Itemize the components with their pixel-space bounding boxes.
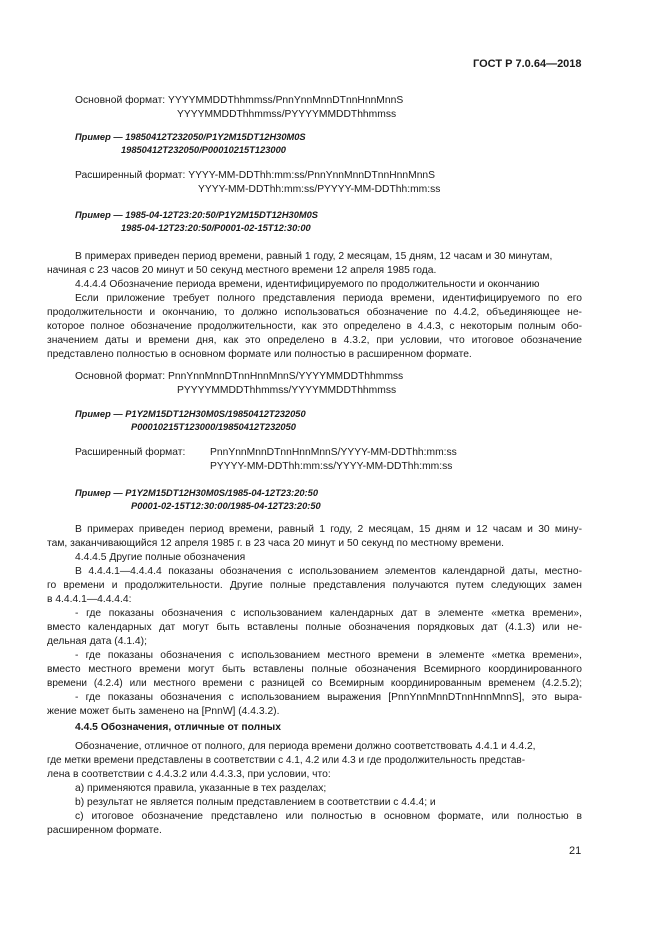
- example-3-line-2: P00010215T123000/19850412T232050: [131, 422, 296, 432]
- paragraph-1-line-1: В примерах приведен период времени, равный 1 году, 2 месяцам, 15 дням, 12 часам и 30 минутам,: [75, 251, 553, 262]
- condition-c-line-2: расширенном формате.: [47, 825, 162, 836]
- extended-format-2-line-2: PYYYY-MM-DDThh:mm:ss/YYYY-MM-DDThh:mm:ss: [210, 461, 453, 472]
- bullet-1-line-2: вместо календарных дат могут быть вставлены полные обозначения порядковых дат (4.1.3) или не-: [47, 622, 582, 633]
- section-4444-line-4: значением даты и времени дня, как это определено в 4.3.2, при условии, что итоговое обозначение: [47, 335, 582, 346]
- basic-format-2-line-2: PYYYYMMDDThhmmss/YYYYMMDDThhmmss: [177, 385, 397, 396]
- paragraph-1-line-2: начиная с 23 часов 20 минут и 50 секунд местного времени 12 апреля 1985 года.: [47, 265, 437, 276]
- basic-format-2-line-1: Основной формат: PnnYnnMnnDTnnHnnMnnS/YYYYMMDDThhmmss: [75, 371, 404, 382]
- bullet-2-line-1: - где показаны обозначения с использованием местного времени в элементе «метка времени»,: [75, 650, 582, 661]
- section-445-line-3: лена в соответствии с 4.4.3.2 или 4.4.3.3, при условии, что:: [47, 769, 331, 780]
- extended-format-line-2: YYYY-MM-DDThh:mm:ss/PYYYY-MM-DDThh:mm:ss: [198, 184, 441, 195]
- example-1-line-2: 19850412T232050/P00010215T123000: [121, 145, 286, 155]
- bullet-2-line-3: времени (4.2.4) или местного времени с разницей со Всемирным координированным временем (4.2.5.2);: [47, 678, 582, 689]
- standard-code-header: ГОСТ Р 7.0.64—2018: [473, 58, 582, 70]
- section-4445-line-1: В 4.4.4.1—4.4.4.4 показаны обозначения с использованием элементов календарной даты, местно-: [75, 566, 582, 577]
- extended-format-2-line-1: PnnYnnMnnDTnnHnnMnnS/YYYY-MM-DDThh:mm:ss: [210, 447, 457, 458]
- section-4444-line-1: Если приложение требует полного представления периода времени, идентифицируемого по его: [75, 293, 582, 304]
- example-2-line-2: 1985-04-12T23:20:50/P0001-02-15T12:30:00: [121, 223, 311, 233]
- section-4444-line-3: которое полное обозначение продолжительности, как это определено в 4.4.3, с некоторым полным обо-: [47, 321, 582, 332]
- paragraph-2-line-1: В примерах приведен период времени, равный 1 году, 2 месяцам, 15 дням и 12 часам и 30 мину-: [75, 524, 582, 535]
- example-1-line-1: Пример — 19850412T232050/P1Y2M15DT12H30M0S: [75, 132, 306, 142]
- bullet-2-line-2: вместо местного времени могут быть вставлены полные обозначения Всемирного координированного: [47, 664, 582, 675]
- section-4445-title: 4.4.4.5 Другие полные обозначения: [75, 552, 246, 563]
- section-4444-line-2: продолжительности и окончанию, то должно использоваться обозначение по 4.4.2, объединяющее не-: [47, 307, 582, 318]
- bullet-1-line-1: - где показаны обозначения с использованием календарных дат в элементе «метка времени»,: [75, 608, 582, 619]
- paragraph-2-line-2: там, заканчивающийся 12 апреля 1985 г. в 23 часа 20 минут и 50 секунд по местному времени.: [47, 538, 504, 549]
- condition-a: a) применяются правила, указанные в тех разделах;: [75, 783, 327, 794]
- section-4444-line-5: представлено полностью в основном формате или полностью в расширенном формате.: [47, 349, 472, 360]
- page-number: 21: [569, 845, 582, 857]
- example-3-line-1: Пример — P1Y2M15DT12H30M0S/19850412T232050: [75, 409, 306, 419]
- example-4-line-2: P0001-02-15T12:30:00/1985-04-12T23:20:50: [131, 501, 321, 511]
- section-4445-line-3: в 4.4.4.1—4.4.4.4:: [47, 594, 132, 605]
- bullet-3-line-1: - где показаны обозначения с использованием выражения [PnnYnnMnnDTnnHnnMnnS], это выра-: [75, 692, 582, 703]
- extended-format-line-1: Расширенный формат: YYYY-MM-DDThh:mm:ss/PnnYnnMnnDTnnHnnMnnS: [75, 170, 436, 181]
- bullet-1-line-3: дельная дата (4.1.4);: [47, 636, 147, 647]
- basic-format-line-2: YYYYMMDDThhmmss/PYYYYMMDDThhmmss: [177, 109, 397, 120]
- section-445-line-2: где метки времени представлены в соответствии с 4.1, 4.2 или 4.3 и где продолжительность представ-: [47, 755, 526, 766]
- section-445-title: 4.4.5 Обозначения, отличные от полных: [75, 722, 281, 733]
- section-4445-line-2: го времени и продолжительности. Другие полные представления получаются путем следующих замен: [47, 580, 582, 591]
- condition-c-line-1: c) итоговое обозначение представлено или полностью в основном формате, или полностью в: [75, 811, 582, 822]
- bullet-3-line-2: жение может быть заменено на [PnnW] (4.4.3.2).: [47, 706, 280, 717]
- section-4444-title: 4.4.4.4 Обозначение периода времени, идентифицируемого по продолжительности и окончанию: [75, 279, 540, 290]
- extended-format-2-label: Расширенный формат:: [75, 447, 186, 458]
- example-2-line-1: Пример — 1985-04-12T23:20:50/P1Y2M15DT12H30M0S: [75, 210, 318, 220]
- condition-b: b) результат не является полным представлением в соответствии с 4.4.4; и: [75, 797, 436, 808]
- section-445-line-1: Обозначение, отличное от полного, для периода времени должно соответствовать 4.4.1 и 4.4.2,: [75, 741, 536, 752]
- example-4-line-1: Пример — P1Y2M15DT12H30M0S/1985-04-12T23:20:50: [75, 488, 318, 498]
- basic-format-line-1: Основной формат: YYYYMMDDThhmmss/PnnYnnMnnDTnnHnnMnnS: [75, 95, 404, 106]
